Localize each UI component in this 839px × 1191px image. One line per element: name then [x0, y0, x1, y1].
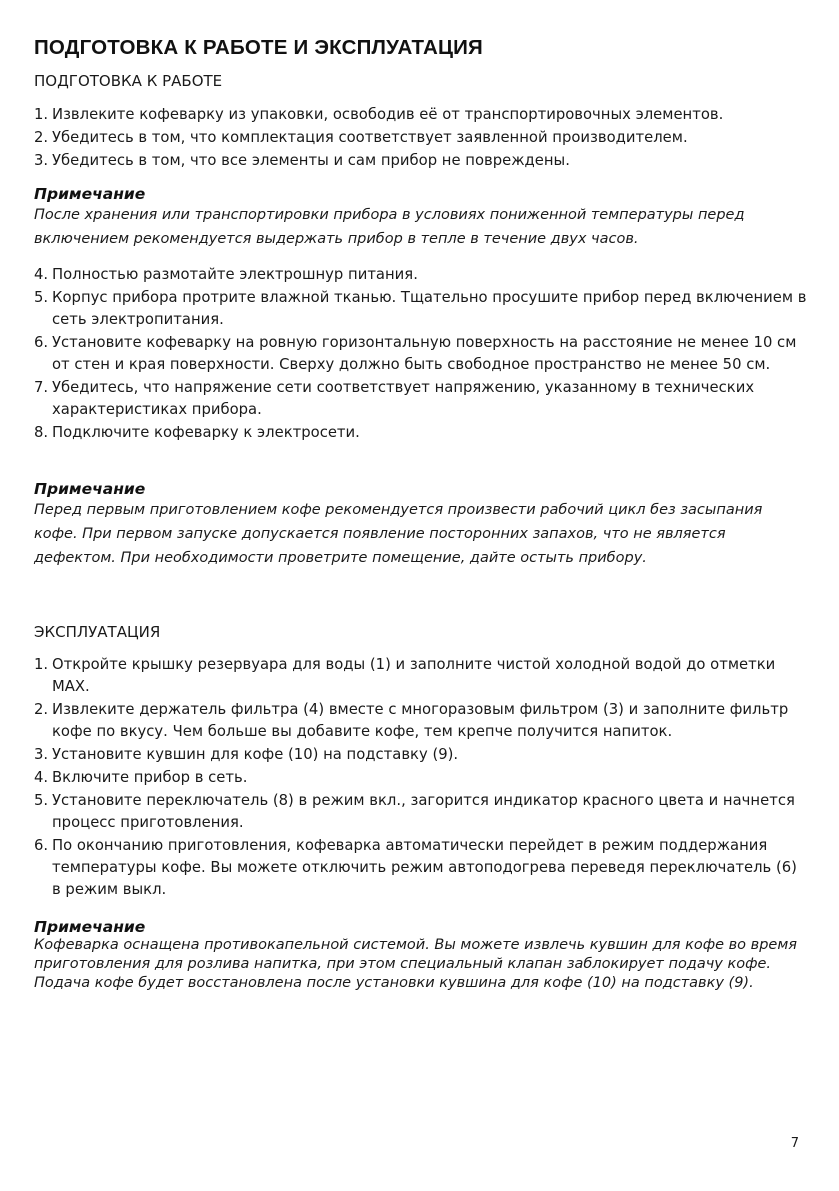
section-heading-use: ЭКСПЛУАТАЦИЯ — [34, 623, 161, 641]
list-item: 2. Извлеките держатель фильтра (4) вместе с многоразовым фильтром (3) и заполните фильтр кофе по вкусу. Чем больше вы добавите кофе, тем крепче получится напиток. — [34, 701, 789, 740]
prep-list-a — [34, 104, 809, 173]
list-item: 8. Подключите кофеварку к электросети. — [34, 424, 360, 441]
page-title: ПОДГОТОВКА К РАБОТЕ И ЭКСПЛУАТАЦИЯ — [34, 36, 483, 59]
note-2 — [34, 480, 809, 570]
list-item: 4. Включите прибор в сеть. — [34, 769, 248, 786]
list-item: 6. Установите кофеварку на ровную горизонтальную поверхность на расстояние не менее 10 см от стен и края поверхности. Сверху должно быть свободное пространство не менее 50 см. — [34, 334, 797, 373]
list-item: 5. Корпус прибора протрите влажной тканью. Тщательно просушите прибор перед включением в сеть электропитания. — [34, 289, 807, 328]
use-list — [34, 654, 809, 902]
section-heading-prep: ПОДГОТОВКА К РАБОТЕ — [34, 72, 223, 90]
prep-list-b — [34, 264, 809, 445]
list-item: 4. Полностью размотайте электрошнур питания. — [34, 266, 418, 283]
list-item: 5. Установите переключатель (8) в режим вкл., загорится индикатор красного цвета и начнется процесс приготовления. — [34, 792, 795, 831]
note-text: Кофеварка оснащена противокапельной системой. Вы можете извлечь кувшин для кофе во время приготовления для розлива напитка, при этом специальный клапан заблокирует подачу кофе. — [34, 937, 797, 972]
page-number: 7 — [790, 1136, 799, 1151]
note-text: После хранения или транспортировки прибора в условиях пониженной температуры перед включением рекомендуется выдержать прибор в тепле в течение двух часов. — [34, 207, 745, 247]
list-item: 1. Откройте крышку резервуара для воды (1) и заполните чистой холодной водой до отметки MAX. — [34, 656, 776, 695]
note-1 — [34, 185, 809, 251]
list-item: 6. По окончанию приготовления, кофеварка автоматически перейдет в режим поддержания температуры кофе. Вы можете отключить режим автоподогрева переведя переключатель (6) в режим выкл. — [34, 837, 797, 898]
list-item: 1. Извлеките кофеварку из упаковки, освободив её от транспортировочных элементов. — [34, 106, 724, 123]
note-title: Примечание — [34, 185, 146, 203]
list-item: 3. Установите кувшин для кофе (10) на подставку (9). — [34, 746, 459, 763]
note-text: Перед первым приготовлением кофе рекомендуется произвести рабочий цикл без засыпания кофе. При первом запуске допускается появление посторонних запахов, что не является дефектом. При необходимости проветрите помещение, дайте остыть прибору. — [34, 502, 763, 566]
note-3 — [34, 918, 809, 993]
note-title: Примечание — [34, 480, 146, 498]
note-title: Примечание — [34, 918, 146, 936]
list-item: 7. Убедитесь, что напряжение сети соответствует напряжению, указанному в технических характеристиках прибора. — [34, 379, 755, 418]
list-item: 3. Убедитесь в том, что все элементы и сам прибор не повреждены. — [34, 152, 570, 169]
note-text: Подача кофе будет восстановлена после установки кувшина для кофе (10) на подставку (9). — [34, 975, 754, 991]
list-item: 2. Убедитесь в том, что комплектация соответствует заявленной производителем. — [34, 129, 688, 146]
